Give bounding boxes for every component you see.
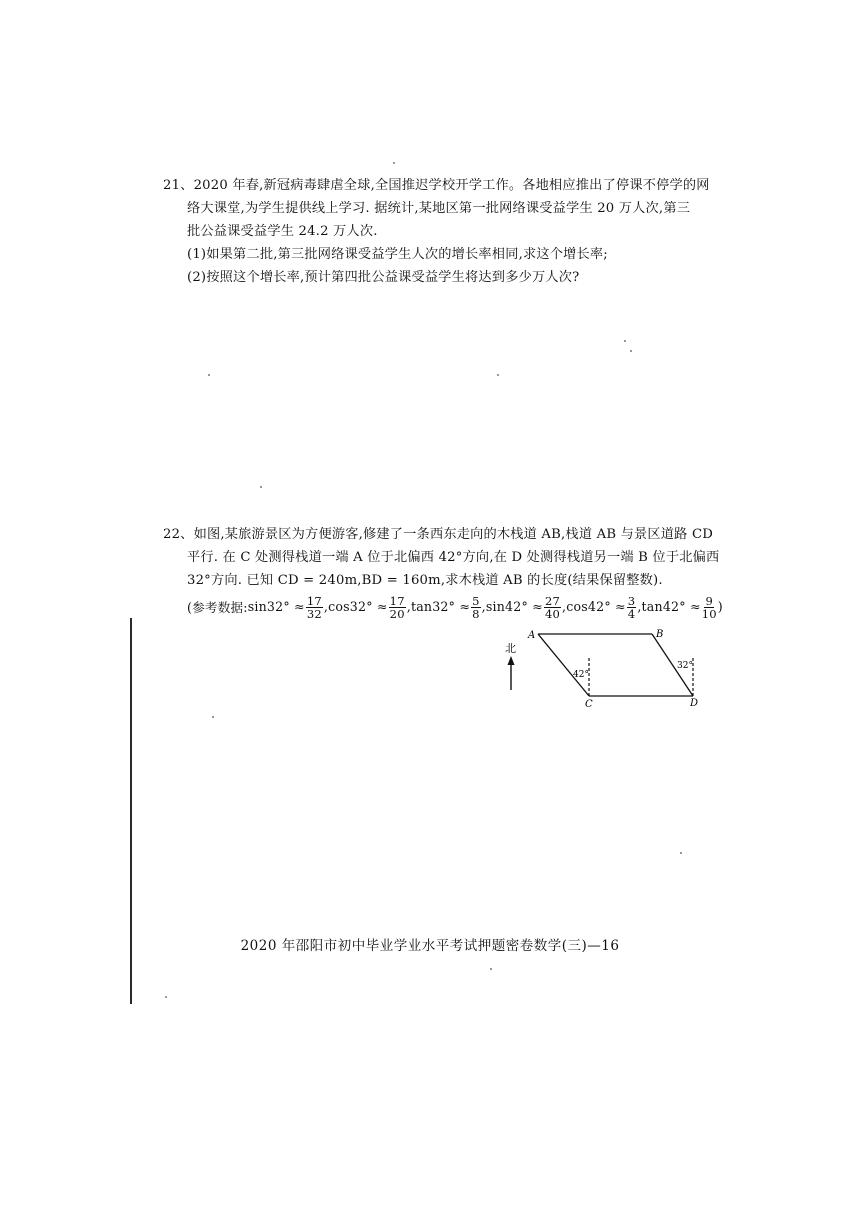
q22-line: 22、如图,某旅游景区为方便游客,修建了一条西东走向的木栈道 AB,栈道 AB 与景区道路 CD bbox=[163, 527, 714, 542]
q22-line: 平行. 在 C 处测得栈道一端 A 位于北偏西 42°方向,在 D 处测得栈道另一端 B 位于北偏西 bbox=[187, 550, 720, 565]
point-b-label: B bbox=[656, 629, 664, 640]
angle-32-label: 32° bbox=[677, 661, 693, 671]
point-c-label: C bbox=[585, 699, 593, 710]
scan-speck bbox=[260, 486, 262, 488]
segment-ac bbox=[538, 634, 589, 696]
point-d-label: D bbox=[690, 698, 699, 709]
north-arrow-icon bbox=[508, 656, 515, 690]
scan-speck bbox=[212, 716, 214, 718]
north-label: 北 bbox=[505, 642, 516, 655]
scan-speck bbox=[165, 996, 167, 998]
ref-item: cos42° ≈ $\frac{3}{4}$ , bbox=[566, 594, 642, 621]
boardwalk-figure bbox=[500, 626, 710, 710]
q21-line: 21、2020 年春,新冠病毒肆虐全球,全国推迟学校开学工作。各地相应推出了停课不停学的网 bbox=[163, 178, 710, 193]
q21-subquestion-1: (1)如果第二批,第三批网络课受益学生人次的增长率相同,求这个增长率; bbox=[187, 247, 608, 262]
question-21 bbox=[163, 174, 723, 289]
page-footer: 2020 年邵阳市初中毕业学业水平考试押题密卷数学(三)—16 bbox=[240, 938, 620, 954]
scan-speck bbox=[393, 162, 395, 164]
q21-subquestion-2: (2)按照这个增长率,预计第四批公益课受益学生将达到多少万人次? bbox=[187, 270, 580, 285]
scan-speck bbox=[680, 852, 682, 854]
q21-line: 批公益课受益学生 24.2 万人次. bbox=[187, 224, 378, 239]
q22-line: 32°方向. 已知 CD = 240m,BD = 160m,求木栈道 AB 的长度(结果保留整数). bbox=[187, 573, 663, 588]
ref-item: sin32° ≈ $\frac{17}{32}$ , bbox=[247, 594, 329, 621]
q21-line: 络大课堂,为学生提供线上学习. 据统计,某地区第一批网络课受益学生 20 万人次,第三 bbox=[187, 201, 691, 216]
angle-42-label: 42° bbox=[573, 670, 589, 680]
question-22 bbox=[163, 523, 723, 620]
ref-item: tan42° ≈ $\frac{9}{10}$ ) bbox=[641, 594, 723, 621]
scan-speck bbox=[630, 350, 632, 352]
scan-speck bbox=[624, 340, 626, 342]
reference-prefix: (参考数据: bbox=[187, 600, 248, 615]
point-a-label: A bbox=[528, 630, 536, 641]
ref-item: sin42° ≈ $\frac{27}{40}$ , bbox=[485, 594, 567, 621]
scan-speck bbox=[490, 968, 492, 970]
ref-item: tan32° ≈ $\frac{5}{8}$ , bbox=[410, 594, 486, 621]
reference-data bbox=[163, 595, 723, 620]
scan-speck bbox=[497, 374, 499, 376]
scan-speck bbox=[208, 374, 210, 376]
ref-item: cos32° ≈ $\frac{17}{20}$ , bbox=[328, 594, 411, 621]
